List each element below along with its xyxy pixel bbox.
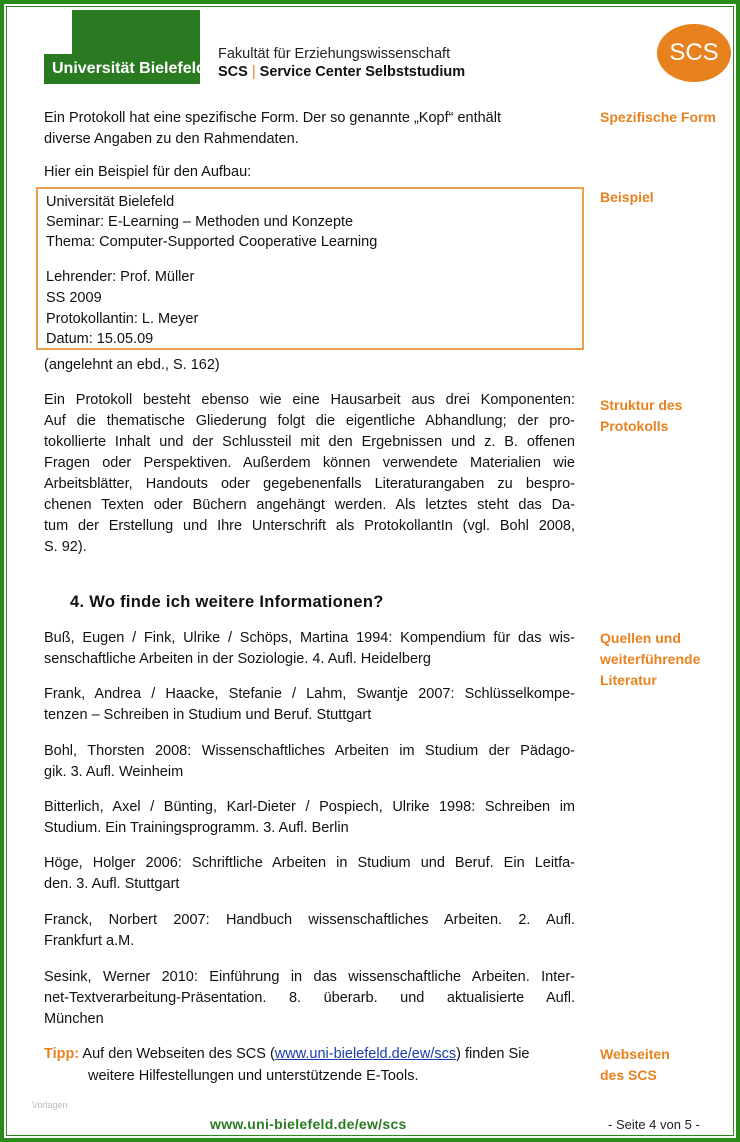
reference-line: München [44,1011,104,1027]
reference-line: Buß, Eugen / Fink, Ulrike / Schöps, Martina 1994: Kompendium für das wis- [44,630,575,646]
example-lead: Hier ein Beispiel für den Aufbau: [44,164,252,180]
intro-paragraph [44,108,575,150]
paragraph-line: S. 92). [44,539,87,555]
sidebar-label-beispiel: Beispiel [600,189,654,205]
university-logo [44,10,206,84]
watermark: Vorlagen [32,1100,68,1110]
sidebar-label-line: des SCS [600,1067,657,1083]
sidebar-label-line: Protokolls [600,418,669,434]
sidebar-label-line: Literatur [600,672,657,688]
reference-line: net-Textverarbeitung-Präsentation. 8. überarb. und aktualisierte Aufl. [44,990,575,1006]
university-name: Universität Bielefeld [52,60,206,77]
intro-line: diverse Angaben zu den Rahmendaten. [44,131,299,147]
reference-line: Studium. Ein Trainingsprogramm. 3. Aufl. Berlin [44,820,349,836]
reference-item [44,628,575,670]
scs-logo: SCS [657,24,731,82]
example-line: Thema: Computer-Supported Cooperative Learning [46,234,378,250]
example-line: Universität Bielefeld [46,194,175,210]
reference-item [44,853,575,895]
reference-line: Bohl, Thorsten 2008: Wissenschaftliches Arbeiten im Studium der Pädago- [44,743,575,759]
reference-line: senschaftliche Arbeiten in der Soziologie. 4. Aufl. Heidelberg [44,651,431,667]
sidebar-label-struktur [600,395,730,437]
reference-line: Höge, Holger 2006: Schriftliche Arbeiten in Studium und Beruf. Ein Leitfa- [44,855,575,871]
intro-line: Ein Protokoll hat eine spezifische Form. Der so genannte „Kopf“ enthält [44,110,501,126]
sidebar-label-line: Webseiten [600,1046,670,1062]
example-line: Lehrender: Prof. Müller [46,269,195,285]
example-line: Protokollantin: L. Meyer [46,311,199,327]
tip-line-2: weitere Hilfestellungen und unterstützende E-Tools. [88,1068,419,1084]
title-separator: | [251,64,256,80]
example-line: Seminar: E-Learning – Methoden und Konzepte [46,214,354,230]
sidebar-label-quellen [600,628,730,691]
reference-line: Frankfurt a.M. [44,933,135,949]
paragraph-line: Fragen oder Perspektiven. Außerdem können verwendete Materialien wie [44,455,575,471]
reference-line: Bitterlich, Axel / Bünting, Karl-Dieter / Pospiech, Ulrike 1998: Schreiben im [44,799,575,815]
tip-text-pre: Auf den Webseiten des SCS ( [79,1046,275,1062]
source-note: (angelehnt an ebd., S. 162) [44,357,220,373]
reference-item [44,741,575,783]
scs-short: SCS [218,64,248,80]
paragraph-line: Ein Protokoll besteht ebenso wie eine Hausarbeit aus drei Komponenten: [44,392,575,408]
reference-line: tenzen – Schreiben in Studium und Beruf. Stuttgart [44,707,372,723]
example-box [36,187,584,350]
reference-line: den. 3. Aufl. Stuttgart [44,876,180,892]
reference-line: Sesink, Werner 2010: Einführung in das wissenschaftliche Arbeiten. Inter- [44,969,575,985]
page-number: - Seite 4 von 5 - [608,1117,700,1132]
section-heading: 4. Wo finde ich weitere Informationen? [70,593,384,611]
paragraph-line: chenen Texten oder Büchern angehängt werden. Als letztes steht das Da- [44,497,575,513]
paragraph-line: tum der Erstellung und Ihre Unterschrift als ProtokollantIn (vgl. Bohl 2008, [44,518,575,534]
scs-website-link[interactable]: www.uni-bielefeld.de/ew/scs [274,1046,457,1062]
sidebar-label-webseiten [600,1044,730,1086]
paragraph-line: Auf die thematische Gliederung folgt die eigentliche Abhandlung; der pro- [44,413,575,429]
example-line: Datum: 15.05.09 [46,331,154,347]
sidebar-label-line: Quellen und [600,630,681,646]
scs-title [218,64,465,80]
logo-notch [44,10,72,54]
example-line: SS 2009 [46,290,102,306]
reference-line: Frank, Andrea / Haacke, Stefanie / Lahm, Swantje 2007: Schlüsselkompe- [44,686,575,702]
reference-item [44,910,575,952]
tip-text-post: ) finden Sie [456,1046,530,1062]
tip-label: Tipp: [44,1046,80,1062]
reference-item [44,967,575,1030]
reference-item [44,684,575,726]
paragraph-line: tokollierte Inhalt und der Schlussteil mit den Ergebnissen und z. B. offenen [44,434,575,450]
scs-full: Service Center Selbststudium [259,64,466,80]
footer-link[interactable]: www.uni-bielefeld.de/ew/scs [210,1116,407,1132]
structure-paragraph [44,390,575,558]
sidebar-label-line: weiterführende [600,651,701,667]
reference-line: Franck, Norbert 2007: Handbuch wissenschaftliches Arbeiten. 2. Aufl. [44,912,575,928]
sidebar-label-spezifische-form: Spezifische Form [600,109,716,125]
reference-line: gik. 3. Aufl. Weinheim [44,764,184,780]
tip-line [44,1044,575,1065]
faculty-name: Fakultät für Erziehungswissenschaft [218,46,451,62]
paragraph-line: Arbeitsblätter, Handouts oder gegebenenfalls Literaturangaben zu bespro- [44,476,575,492]
sidebar-label-line: Struktur des [600,397,683,413]
reference-item [44,797,575,839]
